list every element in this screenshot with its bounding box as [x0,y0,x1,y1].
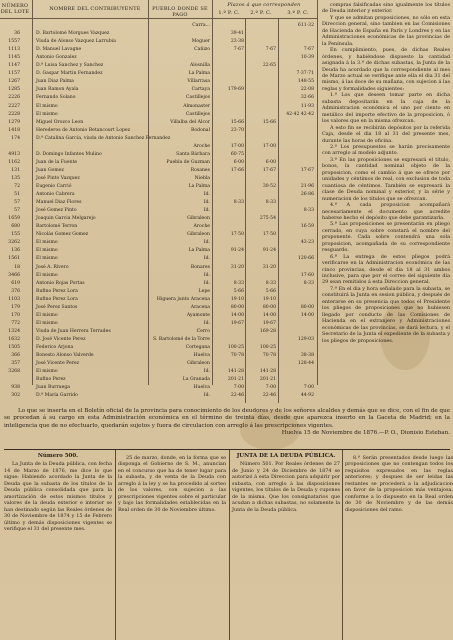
cell-num: 3466 [8,272,20,278]
cell-name: D.ª Luisa Sanchez y Sanchez [36,63,104,69]
cell-p2: 80·00 [262,304,276,310]
cell-p2: 22·65 [262,63,276,69]
cell-p2: 141·28 [259,369,276,375]
table-row [0,70,318,78]
cell-name: D.ª María Garrido [36,393,78,399]
cell-place: Id. [203,240,210,246]
header-plazos: Plazos á que corresponden [227,2,301,8]
column-text: Número 501. Por Reales órdenes de 27 de Junio y 24 de Diciembre de 1874 se autorizó á esta Direccion para adquirir por subasta, con arreglo á las disposiciones vigentes, los títulos de la Deuda y cupones de la misma. Que los consignatarios que acudan a dichas subastas, no solamente la Junta de la Deuda pública. [232,461,340,513]
cell-place: La Palma [188,184,210,189]
cell-num: 136 [11,248,20,254]
cell-place: Cañizo [194,47,210,53]
cell-num: 1147 [8,63,20,69]
cell-p2: 19·67 [262,320,276,326]
cell-place: Aracena [190,304,210,310]
cell-name: Herederos de Antonio Betancourt Lopez [36,127,131,133]
cell-p2: 201·21 [259,377,276,383]
cell-name: José Perez Santos [36,304,78,310]
cell-p3: 128·44 [297,361,314,367]
cell-p1: 39·41 [230,31,244,37]
paragraph: 7.ª En el dia y hora señalado para la subasta, se constituirá la Junta en sesion pública, y después de enterarse en su presencia que todos el Presidente los pliegos de proposiciones que no hubiesen llegado por conducto de las Comisiones de Hacienda en el extranjero y Administraciones económicas de las provincias, se dará lectura, y el Secretario de la Junta el expediente de la subasta y los pliegos de proposiciones. [322,285,450,344]
cell-p3: 44·92 [300,393,314,399]
cell-name: El mismo [36,272,58,278]
cell-p2: 8·33 [265,280,276,286]
cell-name: José Vicente Perez [36,361,80,367]
cell-num: 357 [11,361,20,367]
cell-num: 366 [11,353,20,359]
cell-p3: 120·66 [297,256,314,262]
table-row [0,215,318,223]
cell-name: Juan Ramon Ayala [36,87,79,93]
table-row [0,103,318,111]
cell-p2: 8·33 [265,200,276,206]
bottom-column-1 [4,453,112,639]
cell-num: 1632 [8,336,20,342]
table-row [0,135,318,143]
cell-num: 619 [11,280,20,286]
cell-name: Juan Diaz Palma [36,79,74,85]
cell-place: Bodonal [190,127,210,133]
cell-p3: 38·38 [300,353,314,359]
cell-name: D. José Vicente Perez [36,336,86,342]
cell-num: 1324 [8,328,20,334]
cell-num: 170 [11,312,20,318]
cell-name: Nicolás Gomez Gomez [36,232,89,238]
table-row [0,207,318,215]
cell-p2: 275·54 [259,216,276,222]
table-row [0,360,318,368]
cell-name: José Gomez Pinto [36,208,77,214]
table-row [0,151,318,159]
table-row [0,78,318,86]
cell-name: Bartolomé Terron [36,224,78,230]
cell-num: 1267 [8,79,20,85]
column-separator [229,450,230,640]
cell-num: 179 [11,304,20,310]
cell-place: Castillejos [185,95,210,101]
table-row [0,344,318,352]
cell-place: Moguer [191,39,210,45]
cell-p1: 80·00 [230,304,244,310]
cell-name: D.ª Catalina Garcia, viuda de Antonio Sanchez Fernandez [36,135,171,141]
cell-num: 302 [11,393,20,399]
cell-p1: 100·25 [227,345,244,350]
cell-p2: 22·46 [262,393,276,399]
table-row [0,86,318,94]
table-row [0,38,318,46]
column-title: Número 500. [37,453,79,459]
cell-num: 1418 [8,127,20,133]
bottom-column-4 [345,453,453,639]
cell-p2: 30·52 [262,184,276,189]
cell-p1: 179·69 [227,87,244,93]
cell-name: Juan Burruega [36,385,71,391]
cell-num: 135 [11,175,20,181]
table-row [0,296,318,304]
cell-p1: 31·20 [230,264,244,270]
header-p3: 3.º P. C. [287,10,309,16]
cell-p2: 17·50 [262,232,276,238]
cell-p1: 60·75 [230,151,244,157]
table-row [0,272,318,280]
table-row [0,304,318,312]
table-row [0,312,318,320]
cell-p3: 8·33 [303,208,314,214]
cell-p3: 7·67 [303,47,314,53]
paragraph: 2.ª Los presupuestos se harán precisamente con arreglo al modelo adjunto. [322,143,450,157]
cell-place: Id. [203,280,210,286]
cell-num: 1561 [8,256,20,262]
cell-p3: 22·08 [300,87,314,93]
cell-p1: 6·00 [233,159,244,165]
cell-p3: 17·67 [300,167,314,173]
cell-p1: 8·33 [233,200,244,206]
cell-p1: 17·66 [230,167,244,173]
header-nombre: NOMBRE DEL CONTRIBUYENTE [49,6,141,12]
cell-p3: 7·37·71 [296,71,314,77]
table-row [0,127,318,135]
cell-name: Antonio Gonzalez [36,55,77,61]
cell-p3: 148·55 [297,79,314,85]
cell-p1: 15·66 [230,119,244,125]
cell-p1: 23·70 [230,127,244,133]
cell-place: Huelva [193,353,210,359]
cell-num: 2227 [8,103,20,109]
cell-place: Id. [203,200,210,206]
cell-name: Manuel Diaz Flores [36,200,82,206]
table-row [0,368,318,376]
cell-p2: 169·28 [259,328,276,334]
cell-p1: 8·33 [233,280,244,286]
column-text: La Junta de la Deuda pública, con fecha 14 de Marzo de 1876, me dice lo que sigue: Habiendo acordado la Junta de la Deuda que la subasta de los títulos de la Deuda pública consolidada que para la amortización de estos mismos títulos y valores de la deuda exterior e interior se han destinado según las Reales órdenes de 30 de Noviembre de 1874 y 15 de Febrero último y demás disposiciones vigentes se verifique el 31 del presente mes. [4,461,112,532]
paragraph: 4.ª A cada proposicion acompañará necesariamente el documento que acredite haberse hecho el depósito que debe garantizarla. [322,202,450,221]
header-rule [0,18,318,19]
table-row [0,22,318,30]
cell-num: 2226 [8,95,20,101]
cell-num: 772 [11,320,20,326]
cell-name: Rufino Perez [36,377,66,383]
cell-name: D. Manuel Lavagne [36,47,82,53]
cell-p3: 611·32 [297,23,314,28]
table-row [0,336,318,344]
cell-place: Higuera junto Aracena [156,296,210,302]
cell-place: S. Bartolomé de la Torre [153,336,210,342]
cell-num: 72 [14,184,20,189]
cell-name: D. Bartolomé Morgues Vazquez [36,31,110,37]
table-row [0,247,318,255]
table-row [0,111,318,119]
cell-num: 131 [11,167,20,173]
cell-p3: 80·00 [300,304,314,310]
cell-p3: 42·42 42·42 [286,111,314,117]
cell-place: Id. [203,393,210,399]
cell-p1: 5·66 [233,288,244,294]
cell-name: D. Domingo Infantes Mulino [36,151,102,157]
cell-num: 938 [11,385,20,391]
column-separator [115,450,116,640]
table-row [0,392,318,400]
table-row [0,62,318,70]
table-row [0,231,318,239]
table-row [0,288,318,296]
column-separator [342,450,343,640]
cell-num: 57 [14,208,20,214]
cell-num: 36 [14,31,20,37]
cell-p2: 7·00 [265,385,276,391]
table-row [0,320,318,328]
cell-p1: 91·24 [230,248,244,254]
cell-name: El mismo [36,240,58,246]
table-row [0,352,318,360]
cell-num: 1162 [8,159,20,165]
cell-place: Cerro [196,328,210,334]
table-row [0,328,318,336]
cell-num: 680 [11,224,20,230]
bottom-column-2 [118,453,226,639]
cell-name: Juan de la Fuente [36,159,78,165]
right-column-text [322,2,450,406]
header-numero: NÚMERO DEL LOTE [0,3,30,15]
column-text: 8.ª Serán presentados desde luego las proposiciones que no contengan todos los requisitos expresados en las reglas anteriores; y despues de ser leidas las restantes se procederá a la adjudicacion en favor de la proposicion más ventajosa, conforme a lo dispuesto en la Real orden de 30 de Noviembre y de las demás disposiciones del ramo. [345,455,453,513]
cell-num: 174 [11,135,20,141]
cell-p2: 17·00 [262,143,276,149]
section-rule [4,449,450,450]
cell-p2: 17·67 [262,167,276,173]
table-row [0,167,318,175]
table-row [0,255,318,263]
cell-p2: 15·66 [262,119,276,125]
cell-p2: 100·25 [259,345,276,350]
cell-name: José A. Rivero [36,264,69,270]
cell-place: Gibraleon [187,232,210,238]
notice-block [4,408,450,438]
cell-name: Juan Gomez [36,167,64,173]
table-row [0,264,318,272]
cell-p2: 5·66 [265,288,276,294]
cell-name: Antonio Rojas Portas [36,280,85,286]
cell-p1: 19·67 [230,320,244,326]
column-text: 25 de marzo, donde, en la forma que se disponga el Gobierno de S. M., anuncian en el concurso que ha de tener lugar para la subasta, y de venta de la Deuda con arreglo á la ley y se ha procedido al sorteo de los valores, con sujecion a las prescripciones vigentes sobre el particular y bajo las formalidades establecidas en la Real orden de 30 de Noviembre último. [118,455,226,513]
cell-num: 1279 [8,119,20,125]
cell-name: El mismo [36,256,58,262]
cell-name: Antonio Cabrera [36,192,75,198]
cell-num: 4913 [8,151,20,157]
cell-place: Rosanes [190,167,210,173]
cell-place: Aroche [193,143,210,149]
cell-p3: 32·66 [300,95,314,101]
cell-num: 1505 [8,345,20,350]
cell-num: 1557 [8,39,20,45]
cell-place: Ayamonte [186,312,210,318]
cell-p1: 70·78 [230,353,244,359]
cell-p3: 26·86 [300,192,314,198]
cell-num: 1113 [8,47,20,53]
table-row [0,175,318,183]
cell-p2: 7·67 [265,47,276,53]
table-row [0,376,318,384]
cell-name: El mismo [36,312,58,318]
cell-place: Id. [203,320,210,326]
cell-p1: 17·00 [230,143,244,149]
cell-place: Aroche [193,224,210,230]
cell-p2: 19·10 [262,296,276,302]
notice-body: Lo que se inserta en el Boletín oficial de la provincia para conocimiento de los deudores y de los señores alcaldes y demás que se dice, con el fin de que se procedan á su cargo en esta Administración económica en el término de treinta días, desde que aparezca inserto en la Gaceta de Madrid; en la inteligencia que de no efectuarlo, quedarán sujetos y fuera de circulacion con arreglo á las prescripciones vigentes. [4,408,450,429]
cell-name: El mismo [36,248,58,254]
cell-name: Miguel Orozco Leon [36,119,84,125]
cell-place: Id. [203,272,210,278]
table-row [0,30,318,38]
table-row [0,199,318,207]
cell-p2: 6·00 [265,159,276,165]
table-row [0,119,318,127]
cell-place: Gibraleon [187,216,210,222]
cell-name: El mismo [36,111,58,117]
paragraph: compras falsificadas sino igualmente los títulos de Deuda interior y exterior. [322,2,450,15]
cell-p1: 14·00 [230,312,244,318]
cell-name: El mismo [36,103,58,109]
table-row [0,223,318,231]
cell-place: Santa Bárbara [176,151,210,157]
cell-p1: 19·10 [230,296,244,302]
cell-name: Eugenio Carrió [36,184,72,189]
paragraph: 6.ª La entrega de estos pliegos podrá verificarse en la Administracion económica de las cinco provincias, desde el dia 18 al 31 ambos inclusive, para que por el correo del siguiente dia 29 sean remitidos á esta Direccion general. [322,253,450,286]
cell-place: Almonaster [183,103,210,109]
cell-num: 155 [11,232,20,238]
header-p2: 2.º P. C. [250,10,272,16]
cell-name: Federico Arjona [36,345,74,350]
cell-p1: 141·28 [227,369,244,375]
cell-p3: 14·00 [300,312,314,318]
header-pueblo: PUEBLO DONDE SE PAGO [152,6,208,18]
cell-num: 3262 [8,240,20,246]
paragraph: Y que se admitan proposiciones, no sólo en esta Direccion general, sino tambien en las Comisiones de Hacienda de España en París y Londres y en las Administraciones económicas de las provincias de la Península. [322,14,450,47]
cell-p3: 16·59 [300,224,314,230]
cell-place: Villarrasa [187,79,210,85]
table-row [0,94,318,102]
cell-num: 51 [14,192,20,198]
cell-num: 1145 [8,55,20,61]
cell-num: 1659 [8,216,20,222]
cell-p2: 31·20 [262,264,276,270]
cell-name: El mismo [36,369,58,375]
cell-p1: 7·67 [233,47,244,53]
contributors-table [0,0,318,408]
cell-place: Gibraleon [187,361,210,367]
cell-p3: 129·03 [297,336,314,342]
table-row [0,46,318,54]
cell-p3: 10·39 [300,55,314,61]
cell-place: Id. [203,192,210,198]
cell-num: 2228 [8,111,20,117]
cell-p3: 43·23 [300,240,314,246]
paragraph: 5.ª Las proposiciones se presentarán en pliego cerrado, en cuya sobre constará el nombre del proponente. Cada sobre contendrá una sola proposicion, acompañada de su correspondiente resguardo. [322,221,450,254]
cell-name: Viuda de Juan Herrera Terrades [36,328,111,334]
cell-place: Huelva [193,385,210,391]
cell-name: Fernando Solano [36,95,76,101]
cell-num: 376 [11,288,20,294]
cell-place: Niebla [194,175,210,181]
cell-p2: 14·00 [262,312,276,318]
cell-p3: 8·33 [303,280,314,286]
table-row [0,191,318,199]
cell-p1: 17·50 [230,232,244,238]
cell-place: Villalba del Alcor [170,119,210,125]
table-row [0,280,318,288]
cell-place: Id. [203,256,210,262]
cell-place: Alosnilla [189,63,210,69]
cell-name: Rufino Perez Lora [36,288,78,294]
cell-num: 1157 [8,71,20,77]
cell-p3: 17·60 [300,272,314,278]
cell-p1: 23·38 [230,39,244,45]
paragraph: A esto fin se recibirán depósitos por la referida Caja, desde el dia 18 al 31 del presente mes, durante las horas de oficina. [322,124,450,144]
cell-p3: 7·00 [303,385,314,391]
cell-name: Rufino Perez Lora [36,296,78,302]
column-title: JUNTA DE LA DEUDA PÚBLICA. [236,453,336,459]
cell-p3: 11·93 [300,103,314,109]
cell-place: Cortegana [185,345,210,350]
table-row [0,384,318,392]
cell-name: Joaquin Garcia Melgarejo [36,216,96,222]
table-row [0,239,318,247]
cell-place: Cartaya [191,87,210,93]
cell-name: D. Gaspar Martin Fernandez [36,71,103,77]
cell-name: Bonesto Alonso Valverde [36,353,94,359]
cell-name: José Pinto Vazquez [36,175,80,181]
table-row [0,54,318,62]
notice-signature: Huelva 15 de Noviembre de 1876.—P. O., Dionisio Esteban. [281,430,450,437]
cell-place: La Palma [188,71,210,77]
cell-num: 1103 [8,296,20,302]
cell-name: El mismo [36,320,58,326]
table-row [0,143,318,151]
cell-p2: 91·24 [262,248,276,254]
cell-name: Viuda de Alonso Vazquez Larrubia [36,39,116,45]
cell-place: Carra... [192,23,210,28]
cell-place: Id. [203,369,210,375]
cell-num: 3268 [8,369,20,375]
paragraph: 3.ª En las proposiciones se expresará el título, bonos, la cantidad nominal objeto de la proposicion, como el cambio á que se ofrece por unidades y céntimos de real, con exclusion de toda cuantiosa de céntimos. También se expresará la clase de Deuda nominal y exterior, y la série y numeracion de los títulos que se ofrezcan. [322,156,450,202]
cell-place: Bonares [190,264,210,270]
cell-num: 1285 [8,87,20,93]
cell-p2: 70·78 [262,353,276,359]
bottom-column-3 [232,453,340,639]
cell-place: Puebla de Guzman [166,159,210,165]
table-row [0,183,318,191]
cell-place: La Palma [188,248,210,254]
cell-p1: 7·00 [233,385,244,391]
cell-p1: 201·21 [227,377,244,383]
cell-num: 18 [14,264,20,270]
cell-p3: 21·96 [300,184,314,189]
header-p1: 1.º P. C. [218,10,240,16]
paragraph: En cumplimiento, pues, de dichas Reales órdenes, y habiéndose dispuesto la cantidad asignada á la 3.ª de dichas subastas, la Junta de la Deuda ha acordado que la correspondiente al mes de Marzo actual se verifique ante ella el dia 31 del mismo, á las doce de su mañana, con sujecion á las reglas y formalidades siguientes: [322,47,450,92]
cell-p1: 22·46 [230,393,244,399]
table-row [0,159,318,167]
cell-num: 57 [14,200,20,206]
cell-place: Castillejos [185,111,210,117]
cell-place: Lepe [198,288,210,294]
cell-place: Id. [203,208,210,214]
paragraph: 1.ª Los que deseen tomar parte en dicha subasta depositarán en la caja de la Administracion económica el uno por ciento en metálico del importe efectivo de la proposicion, ó los valores que en la misma ofrezcan. [322,92,450,125]
cell-place: La Granada [182,377,210,383]
